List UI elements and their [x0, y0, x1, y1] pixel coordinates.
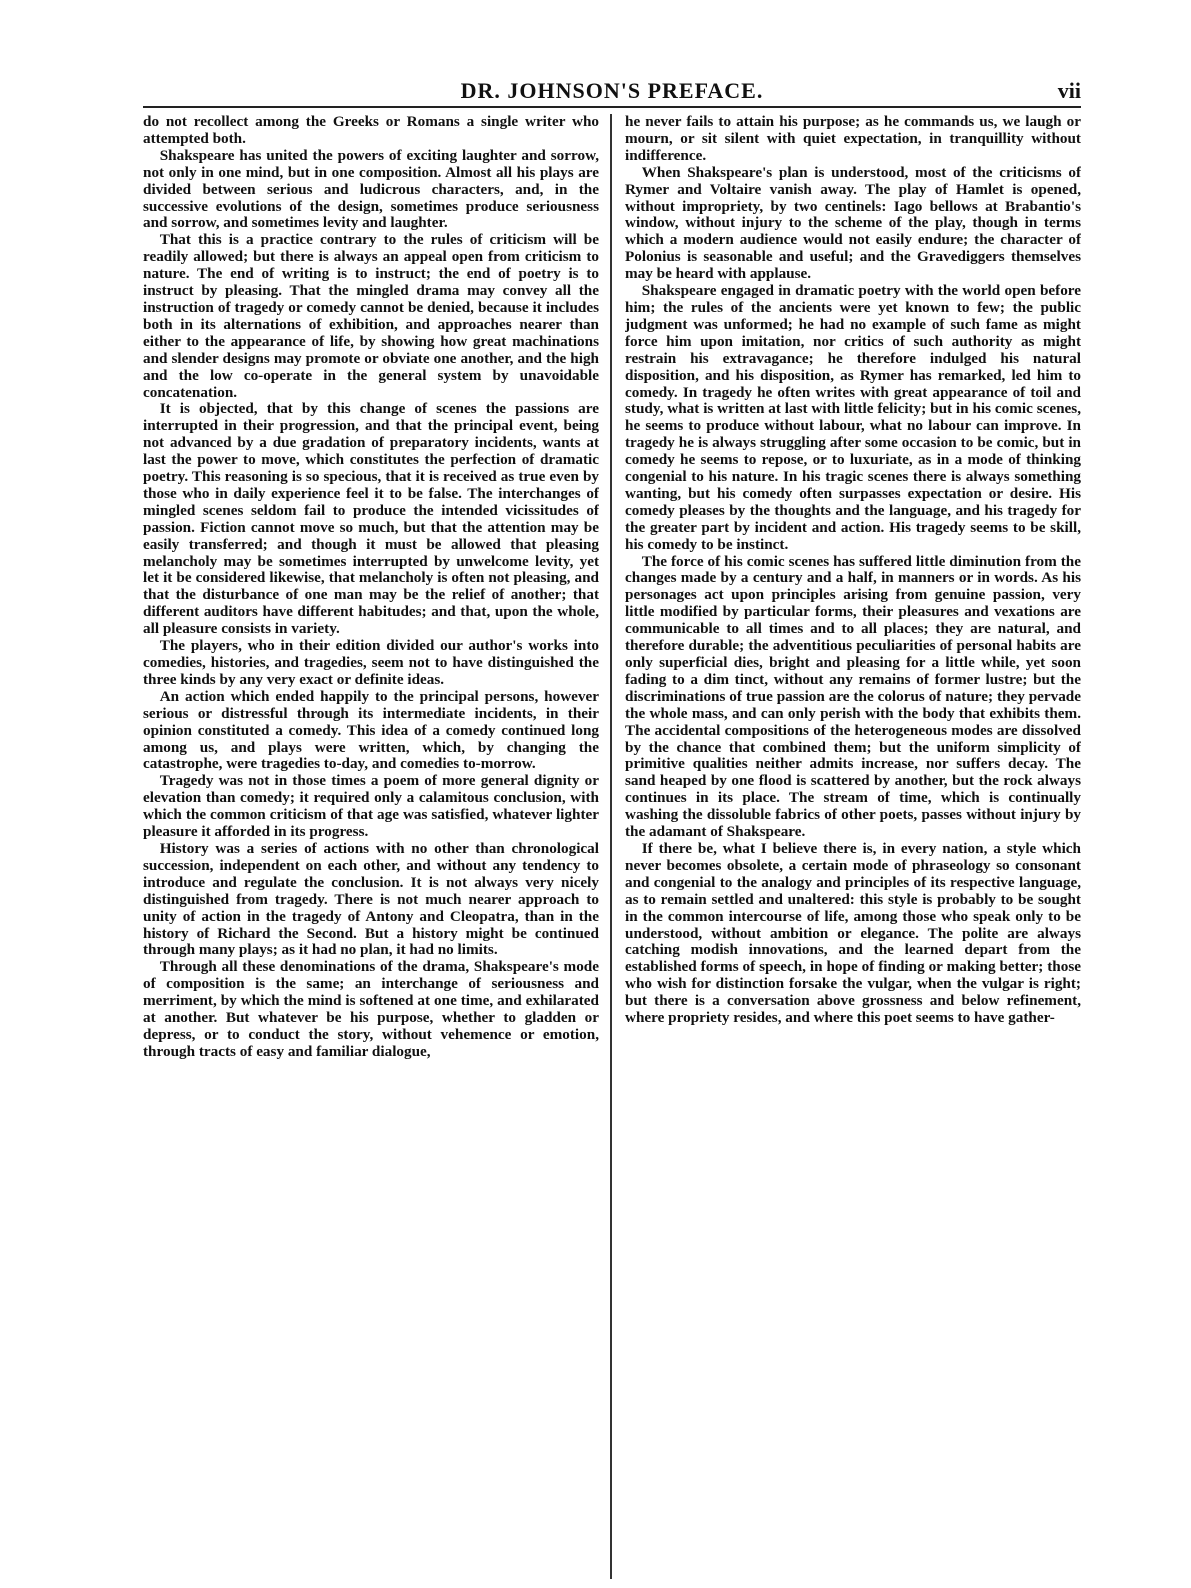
- paragraph: The players, who in their edition divided our author's works into comedies, histories, and tragedies, seem not to have distinguished the three kinds by any very exact or definite ideas.: [143, 637, 599, 688]
- paragraph: Shakspeare has united the powers of exciting laughter and sorrow, not only in one mind, but in one composition. Almost all his plays are divided between serious and ludicrous characters, and, in the successive evolutions of the design, sometimes produce seriousness and sorrow, and sometimes levity and laughter.: [143, 146, 599, 232]
- right-column: [625, 114, 1081, 1579]
- paragraph: When Shakspeare's plan is understood, most of the criticisms of Rymer and Voltaire vanish away. The play of Hamlet is opened, without impropriety, by two centinels: Iago bellows at Brabantio's window, without injury to the scheme of the play, though in terms which a modern audience would not easily endure; the character of Polonius is seasonable and useful; and the Gravediggers themselves may be heard with applause.: [625, 163, 1081, 283]
- paragraph: Through all these denominations of the drama, Shakspeare's mode of composition is the same; an interchange of seriousness and merriment, by which the mind is softened at one time, and exhilarated at another. But whatever be his purpose, whether to gladden or depress, or to conduct the story, without vehemence or emotion, through tracts of easy and familiar dialogue,: [143, 958, 599, 1060]
- left-column: [143, 114, 599, 1579]
- paragraph: Tragedy was not in those times a poem of more general dignity or elevation than comedy; it required only a calamitous conclusion, with which the common criticism of that age was satisfied, whatever lighter pleasure it afforded in its progress.: [143, 772, 599, 841]
- paragraph: he never fails to attain his purpose; as he commands us, we laugh or mourn, or sit silent with quiet expectation, in tranquillity without indifference.: [625, 114, 1081, 164]
- page-number: vii: [1057, 78, 1081, 103]
- paragraph: That this is a practice contrary to the rules of criticism will be readily allowed; but there is always an appeal open from criticism to nature. The end of writing is to instruct; the end of poetry is to instruct by pleasing. That the mingled drama may convey all the instruction of tragedy or comedy cannot be denied, because it includes both in its alternations of exhibition, and approaches nearer than either to the appearance of life, by showing how great machinations and slender designs may promote or obviate one another, and the high and the low co-operate in the general system by unavoidable concatenation.: [143, 231, 599, 401]
- paragraph: It is objected, that by this change of scenes the passions are interrupted in their progression, and that the principal event, being not advanced by a due gradation of preparatory incidents, wants at last the power to move, which constitutes the perfection of dramatic poetry. This reasoning is so specious, that it is received as true even by those who in daily experience feel it to be false. The interchanges of mingled scenes seldom fail to produce the intended vicissitudes of passion. Fiction cannot move so much, but that the attention may be easily transferred; and though it must be allowed that pleasing melancholy may be sometimes interrupted by unwelcome levity, yet let it be considered likewise, that melancholy is often not pleasing, and that the disturbance of one man may be the relief of another; that different auditors have different habitudes; and that, upon the whole, all pleasure consists in variety.: [143, 400, 599, 638]
- paragraph: Shakspeare engaged in dramatic poetry with the world open before him; the rules of the ancients were yet known to few; the public judgment was unformed; he had no example of such fame as might force him upon imitation, nor critics of such authority as might restrain his extravagance; he therefore indulged his natural disposition, and his disposition, as Rymer has remarked, led him to comedy. In tragedy he often writes with great appearance of toil and study, what is written at last with little felicity; but in his comic scenes, he seems to produce without labour, what no labour can improve. In tragedy he is always struggling after some occasion to be comic, but in comedy he seems to repose, or to luxuriate, as in a mode of thinking congenial to his nature. In his tragic scenes there is always something wanting, but his comedy often surpasses expectation or desire. His comedy pleases by the thoughts and the language, and his tragedy for the greater part by incident and action. His tragedy seems to be skill, his comedy to be instinct.: [625, 282, 1081, 553]
- running-title: DR. JOHNSON'S PREFACE.: [460, 78, 764, 103]
- paragraph: The force of his comic scenes has suffered little diminution from the changes made by a century and a half, in manners or in words. As his personages act upon principles arising from genuine passion, very little modified by particular forms, their pleasures and vexations are communicable to all times and to all places; they are natural, and therefore durable; the adventitious peculiarities of personal habits are only superficial dies, bright and pleasing for a little while, yet soon fading to a dim tinct, without any remains of former lustre; but the discriminations of true passion are the colorus of nature; they pervade the whole mass, and can only perish with the body that exhibits them. The accidental compositions of the heterogeneous modes are dissolved by the chance that combined them; but the uniform simplicity of primitive qualities neither admits increase, nor suffers decay. The sand heaped by one flood is scattered by another, but the rock always continues in its place. The stream of time, which is continually washing the dissoluble fabrics of other poets, passes without injury by the adamant of Shakspeare.: [625, 552, 1081, 841]
- paragraph: History was a series of actions with no other than chronological succession, independent on each other, and without any tendency to introduce and regulate the conclusion. It is not always very nicely distinguished from tragedy. There is not much nearer approach to unity of action in the tragedy of Antony and Cleopatra, than in the history of Richard the Second. But a history might be continued through many plays; as it had no plan, it had no limits.: [143, 839, 599, 959]
- paragraph: An action which ended happily to the principal persons, however serious or distressful through its intermediate incidents, in their opinion constituted a comedy. This idea of a comedy continued long among us, and plays were written, which, by changing the catastrophe, were tragedies to-day, and comedies to-morrow.: [143, 687, 599, 773]
- running-header: [143, 78, 1081, 108]
- column-divider: [610, 114, 612, 1579]
- header-rule: [143, 106, 1081, 108]
- paragraph: If there be, what I believe there is, in every nation, a style which never becomes obsolete, a certain mode of phraseology so consonant and congenial to the analogy and principles of its respective language, as to remain settled and unaltered: this style is probably to be sought in the common intercourse of life, among those who speak only to be understood, without ambition or elegance. The polite are always catching modish innovations, and the learned depart from the established forms of speech, in hope of finding or making better; those who wish for distinction forsake the vulgar, when the vulgar is right; but there is a conversation above grossness and below refinement, where propriety resides, and where this poet seems to have gather-: [625, 839, 1081, 1027]
- paragraph: do not recollect among the Greeks or Romans a single writer who attempted both.: [143, 114, 599, 147]
